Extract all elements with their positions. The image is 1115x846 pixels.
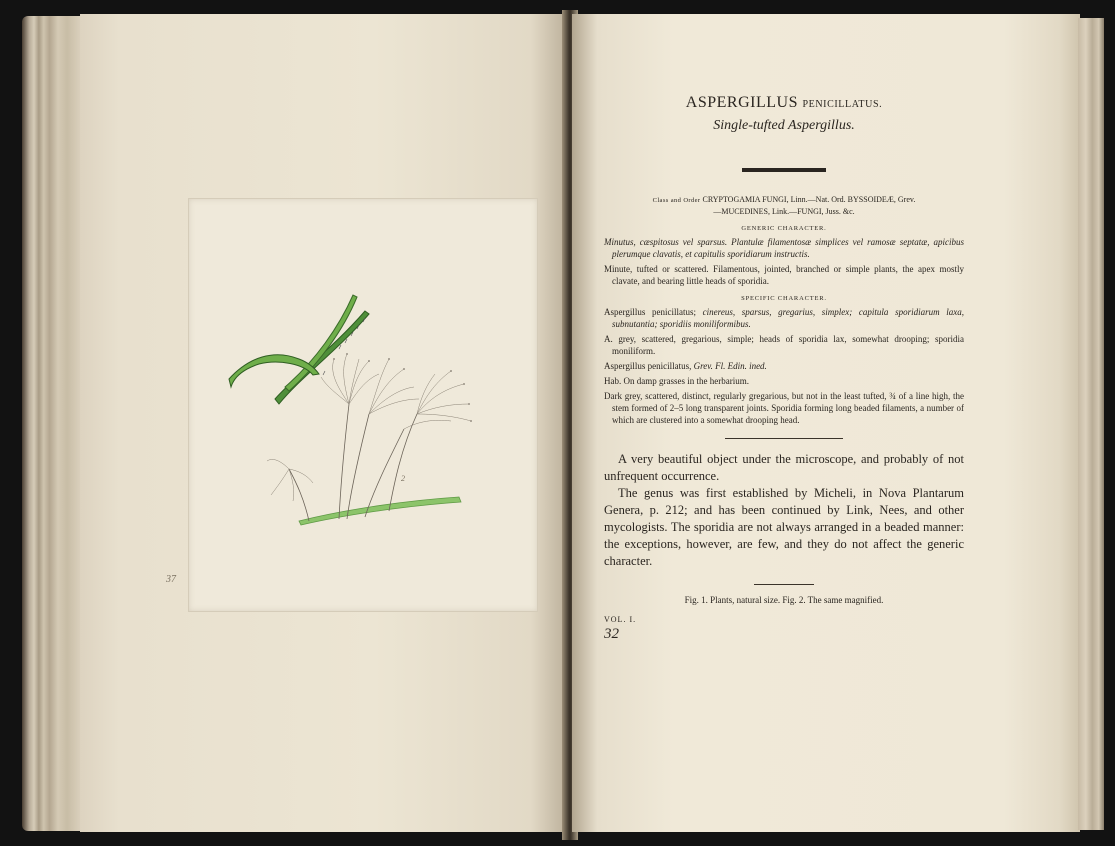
left-page	[80, 14, 570, 832]
svg-text:2: 2	[401, 474, 405, 483]
plate-number: 37	[166, 574, 176, 585]
text-column	[604, 90, 964, 643]
synonym: Grev. Fl. Edin. ined.	[693, 361, 767, 371]
botanical-plate	[188, 198, 538, 612]
common-name: Single-tufted Aspergillus.	[713, 118, 855, 133]
title-rule	[742, 168, 826, 172]
figure-caption: Fig. 1. Plants, natural size. Fig. 2. The same magnified.	[684, 595, 884, 605]
open-book	[22, 10, 1104, 840]
section-rule	[725, 438, 843, 439]
title-genus: ASPERGILLUS	[685, 94, 798, 111]
generic-heading: GENERIC CHARACTER.	[741, 225, 827, 232]
page-stack-left	[22, 16, 82, 831]
specific-latin: cinereus, sparsus, gregarius, simplex; capitula sporidiarum laxa, subnutantia; sporidiis moniliformibus.	[612, 307, 965, 329]
specific-heading: SPECIFIC CHARACTER.	[741, 295, 827, 302]
classification-line-2: —MUCEDINES, Link.—FUNGI, Juss. &c.	[713, 207, 855, 216]
classification	[604, 194, 964, 217]
classification-line-1: CRYPTOGAMIA FUNGI, Linn.—Nat. Ord. BYSSOIDEÆ, Grev.	[702, 195, 916, 204]
signature-mark: 32	[604, 626, 619, 642]
synonym-prefix: Aspergillus penicillatus,	[604, 361, 692, 371]
species-description: Dark grey, scattered, distinct, regularly gregarious, but not in the least tufted, ¾ of a line high, the stem formed of 2–5 long transparent joints. Sporidia forming long beaded filaments, a number of which are clustered into a somewhat drooping head.	[604, 391, 964, 425]
figure-rule	[754, 584, 814, 585]
title-species: PENICILLATUS.	[802, 99, 883, 110]
specific-latin-prefix: Aspergillus penicillatus;	[604, 307, 696, 317]
classification-prefix: Class and Order	[652, 197, 701, 204]
volume-mark: VOL. I.	[604, 615, 637, 624]
generic-latin: Minutus, cæspitosus vel sparsus. Plantulæ filamentosæ simplices vel ramosæ septatæ, apicibus plerumque clavatis, et capitulis sporidiarum instructis.	[604, 237, 964, 259]
aspergillus-illustration	[189, 199, 537, 611]
body-paragraph-1: A very beautiful object under the microscope, and probably of not unfrequent occurrence.	[604, 452, 964, 483]
synonym-para	[604, 360, 964, 372]
species-title	[604, 94, 964, 112]
body-paragraph-2: The genus was first established by Micheli, in Nova Plantarum Genera, p. 212; and has been continued by Link, Nees, and other mycologists. The sporidia are not always arranged in a beaded manner: the exceptions, however, are few, and they do not affect the generic character.	[604, 486, 964, 568]
specific-latin-para	[604, 306, 964, 330]
page-stack-right	[1078, 18, 1104, 830]
specific-english: A. grey, scattered, gregarious, simple; heads of sporidia lax, somewhat drooping; sporidia moniliform.	[604, 334, 964, 356]
generic-english: Minute, tufted or scattered. Filamentous, jointed, branched or simple plants, the apex mostly clavate, and bearing little heads of sporidia.	[604, 264, 964, 286]
habitat: Hab. On damp grasses in the herbarium.	[604, 376, 749, 386]
